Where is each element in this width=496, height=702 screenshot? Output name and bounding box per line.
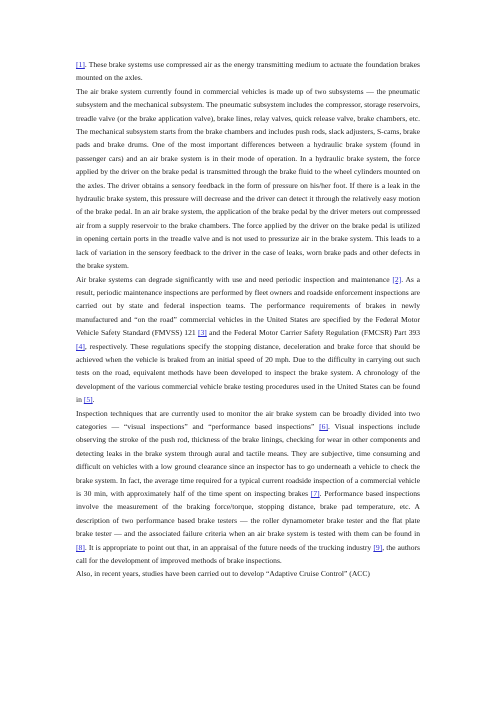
citation-link[interactable]: [2] [392, 274, 402, 284]
paragraph-text: . Performance based inspections involve the measurement of the braking force/torque, stopping distance, brake pad temperature, etc. A description of two performance based brake testers — the roller dynamometer brake tester and the flat plate brake tester — and the associated failure criteria when an air brake system is tested with them can be found in [76, 489, 420, 539]
citation-link[interactable]: [9] [373, 542, 383, 552]
citation-link[interactable]: [5] [83, 395, 93, 405]
paragraph-text: Inspection techniques that are currently used to monitor the air brake system can be broadly divided into two categories — “visual inspections” and “performance based inspections” [76, 408, 420, 431]
paragraph [76, 567, 420, 580]
paragraph [76, 407, 420, 568]
paragraph-text: . Visual inspections include observing the stroke of the push rod, thickness of the brake linings, checking for wear in other components and detecting leaks in the brake system through aural and tactile means. They are subjective, time consuming and difficult on vehicles with a low ground clearance since an inspector has to go underneath a vehicle to check the brake system. In fact, the average time required for a typical current roadside inspection of a commercial vehicle is 30 min, with approximately half of the time spent on inspecting brakes [76, 421, 420, 498]
paragraph [76, 273, 420, 407]
citation-link[interactable]: [6] [319, 421, 329, 431]
paragraph-text: , respectively. These regulations specify the stopping distance, deceleration and brake force that should be achieved when the vehicle is braked from an initial speed of 20 mph. Due to the difficulty in carrying out such tests on the road, equivalent methods have been developed to inspect the brake system. A chronology of the development of the various commercial vehicle brake testing procedures used in the United States can be found in [76, 341, 420, 405]
paragraph-text: . [92, 395, 95, 405]
paragraph-text: , the authors call for the development of improved methods of brake inspections. [76, 542, 421, 566]
citation-link[interactable]: [1] [76, 60, 85, 69]
paragraph-text: and the Federal Motor Carrier Safety Regulation (FMCSR) Part 393 [206, 328, 420, 338]
citation-link[interactable]: [3] [197, 328, 207, 338]
body-text [76, 58, 420, 581]
citation-link[interactable]: [7] [310, 489, 320, 498]
paragraph [76, 58, 420, 85]
paragraph [76, 85, 420, 273]
paragraph-text: Also, in recent years, studies have been carried out to develop “Adaptive Cruise Control” (ACC) [76, 569, 370, 579]
citation-link[interactable]: [4] [76, 341, 85, 351]
paragraph-text: Air brake systems can degrade significantly with use and need periodic inspection and maintenance [76, 274, 393, 284]
paragraph-text: The air brake system currently found in commercial vehicles is made up of two subsystems — the pneumatic subsystem and the mechanical subsystem. The pneumatic subsystem includes the compressor, storage reservoirs, treadle valve (or the brake application valve), brake lines, relay valves, quick release valve, brake chambers, etc. The mechanical subsystem starts from the brake chambers and includes push rods, slack adjusters, S-cams, brake pads and brake drums. One of the most important differences between a hydraulic brake system (found in passenger cars) and an air brake system is in their mode of operation. In a hydraulic brake system, the force applied by the driver on the brake pedal is transmitted through the brake fluid to the wheel cylinders mounted on the axles. The driver obtains a sensory feedback in the form of pressure on his/her foot. If there is a leak in the hydraulic brake system, this pressure will decrease and the driver can detect it through the relatively easy motion of the brake pedal. In an air brake system, the application of the brake pedal by the driver meters out compressed air from a supply reservoir to the brake chambers. The force applied by the driver on the brake pedal is utilized in opening certain ports in the treadle valve and is not used to pressurize air in the brake system. This leads to a lack of variation in the sensory feedback to the driver in the case of leaks, worn brake pads and other defects in the brake system. [76, 86, 420, 271]
paragraph-text: . It is appropriate to point out that, in an appraisal of the future needs of the trucking industry [84, 542, 374, 552]
paragraph-text: . As a result, periodic maintenance inspections are performed by fleet owners and roadside enforcement inspections are carried out by state and federal inspection teams. The performance requirements of brakes in newly manufactured and “on the road” commercial vehicles in the United States are specified by the Federal Motor Vehicle Safety Standard (FMVSS) 121 [76, 274, 420, 338]
citation-link[interactable]: [8] [76, 542, 85, 552]
paragraph-text: . These brake systems use compressed air as the energy transmitting medium to actuate the foundation brakes mounted on the axles. [76, 60, 420, 83]
